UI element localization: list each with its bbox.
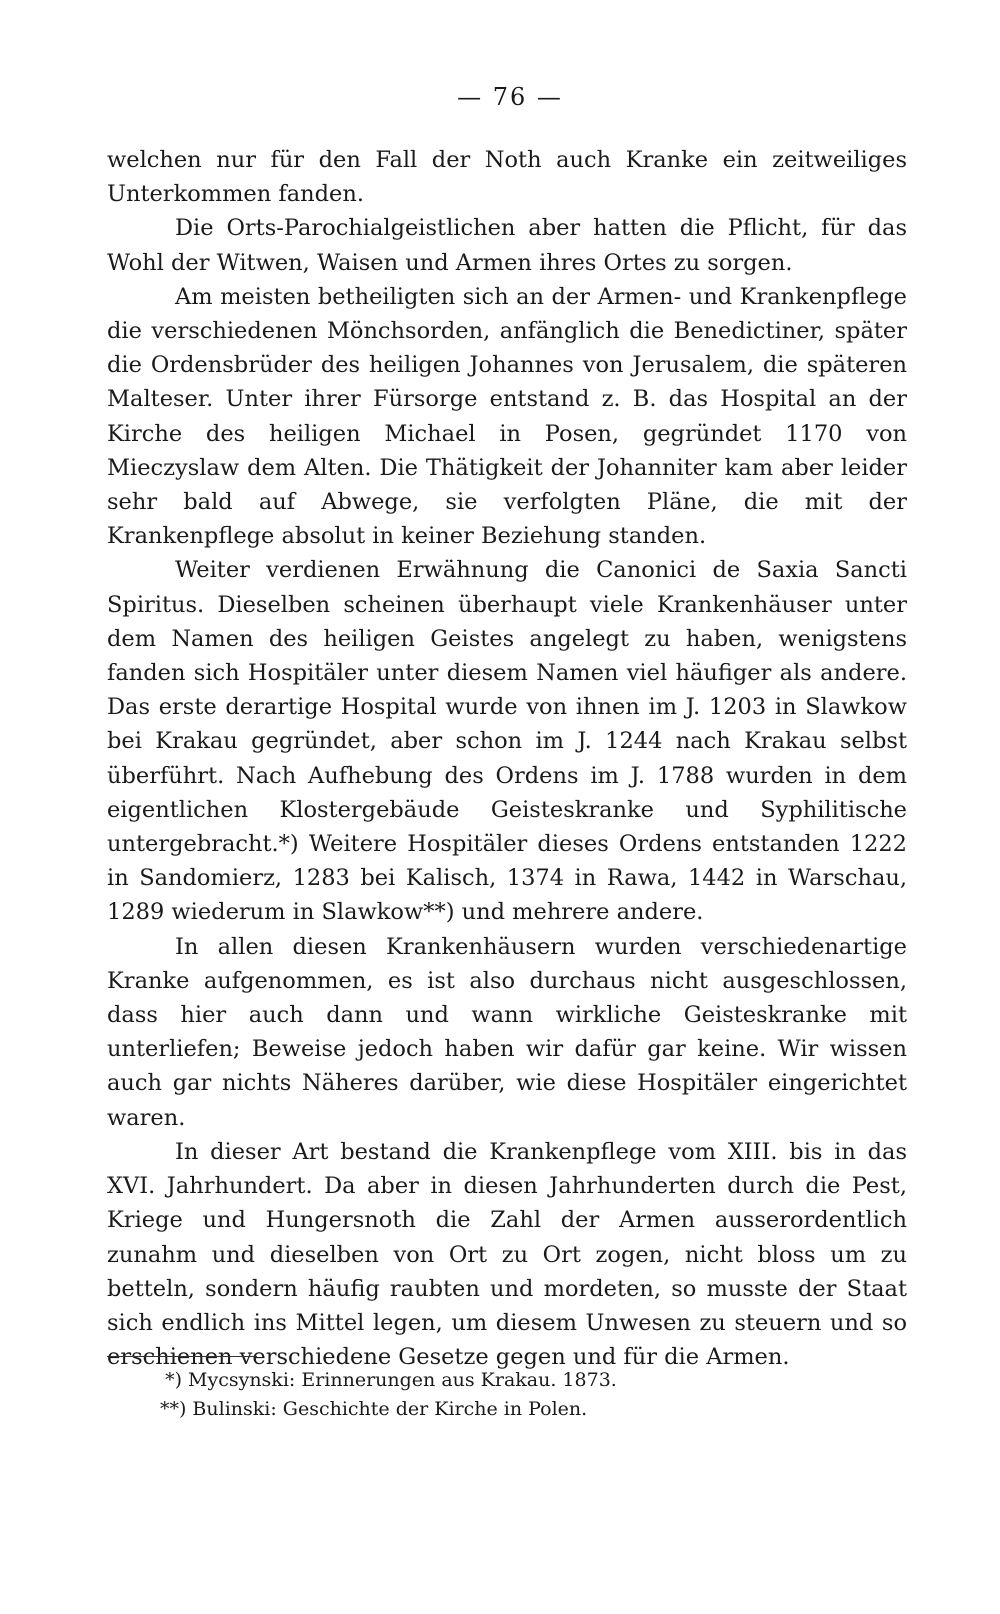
footnote-text: Mycsynski: Erinnerungen aus Krakau. 1873. <box>188 1369 617 1391</box>
footnote <box>160 1366 860 1395</box>
page-number: — 76 — <box>457 83 563 111</box>
paragraph: Am meisten betheiligten sich an der Armen- und Krankenpflege die verschiedenen Mönchsorden, anfänglich die Benedictiner, später die Ordensbrüder des heiligen Johannes von Jerusalem, die späteren Malteser. Unter ihrer Fürsorge entstand z. B. das Hospital an der Kirche des heiligen Michael in Posen, gegründet 1170 von Mieczyslaw dem Alten. Die Thätigkeit der Johanniter kam aber leider sehr bald auf Abwege, sie verfolgten Pläne, die mit der Krankenpflege absolut in keiner Beziehung standen. <box>107 283 907 550</box>
paragraph: Die Orts-Parochialgeistlichen aber hatten die Pflicht, für das Wohl der Witwen, Waisen und Armen ihres Ortes zu sorgen. <box>107 215 907 276</box>
paragraph: Weiter verdienen Erwähnung die Canonici de Saxia Sancti Spiritus. Dieselben scheinen überhaupt viele Krankenhäuser unter dem Namen des heiligen Geistes angelegt zu haben, wenigstens fanden sich Hospitäler unter diesem Namen viel häufiger als andere. Das erste derartige Hospital wurde von ihnen im J. 1203 in Slawkow bei Krakau gegründet, aber schon im J. 1244 nach Krakau selbst überführt. Nach Aufhebung des Ordens im J. 1788 wurden in dem eigentlichen Klostergebäude Geisteskranke und Syphilitische untergebracht.*) Weitere Hospitäler dieses Ordens entstanden 1222 in Sandomierz, 1283 bei Kalisch, 1374 in Rawa, 1442 in Warschau, 1289 wiederum in Slawkow**) und mehrere andere. <box>107 557 907 926</box>
footnotes <box>160 1366 860 1424</box>
footnote-text: Bulinski: Geschichte der Kirche in Polen. <box>192 1398 588 1420</box>
body-text <box>107 143 907 1374</box>
footnote <box>160 1395 860 1424</box>
footnote-divider <box>107 1356 257 1357</box>
paragraph: welchen nur für den Fall der Noth auch Kranke ein zeitweiliges Unterkommen fanden. <box>107 147 907 208</box>
paragraph: In dieser Art bestand die Krankenpflege vom XIII. bis in das XVI. Jahrhundert. Da aber in diesen Jahrhunderten durch die Pest, Kriege und Hungersnoth die Zahl der Armen ausserordentlich zunahm und dieselben von Ort zu Ort zogen, nicht bloss um zu betteln, sondern häufig raubten und mordeten, so musste der Staat sich endlich ins Mittel legen, um diesem Unwesen zu steuern und so erschienen verschiedene Gesetze gegen und für die Armen. <box>107 1138 907 1371</box>
footnote-mark: *) <box>165 1369 182 1391</box>
footnote-mark: **) <box>160 1398 187 1420</box>
paragraph: In allen diesen Krankenhäusern wurden verschiedenartige Kranke aufgenommen, es ist also durchaus nicht ausgeschlossen, dass hier auch dann und wann wirkliche Geisteskranke mit unterliefen; Beweise jedoch haben wir dafür gar keine. Wir wissen auch gar nichts Näheres darüber, wie diese Hospitäler eingerichtet waren. <box>107 933 907 1131</box>
